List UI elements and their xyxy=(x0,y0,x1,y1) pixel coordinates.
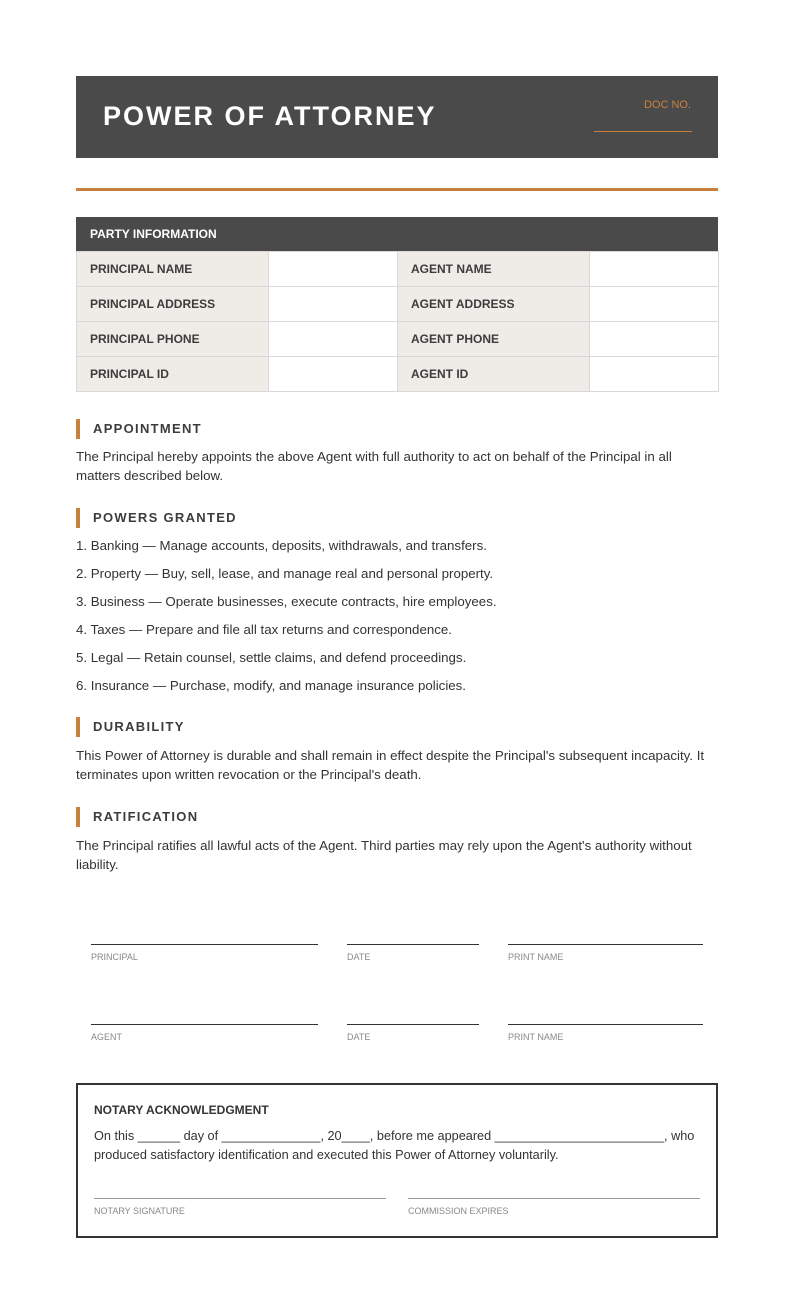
powers-granted-heading: POWERS GRANTED xyxy=(76,508,237,528)
notary-text: On this ______ day of ______________, 20____, before me appeared ________________________, who produced satisfactory identification and executed this Power of Attorney voluntarily. xyxy=(94,1129,695,1162)
commission-expires-label: COMMISSION EXPIRES xyxy=(408,1206,509,1216)
power-item-business: 3. Business — Operate businesses, execute contracts, hire employees. xyxy=(76,594,497,609)
principal-id-label: PRINCIPAL ID xyxy=(77,357,269,392)
principal-address-label: PRINCIPAL ADDRESS xyxy=(77,287,269,322)
principal-phone-label: PRINCIPAL PHONE xyxy=(77,322,269,357)
agent-signature-label: AGENT xyxy=(91,1032,123,1042)
agent-date-label: DATE xyxy=(347,1032,371,1042)
notary-signature-label: NOTARY SIGNATURE xyxy=(94,1206,185,1216)
principal-signature-line[interactable] xyxy=(91,944,318,945)
table-row xyxy=(77,287,719,322)
party-information xyxy=(76,217,718,392)
agent-date-line[interactable] xyxy=(347,1024,479,1025)
principal-signature-label: PRINCIPAL xyxy=(91,952,138,962)
ratification-text: The Principal ratifies all lawful acts of the Agent. Third parties may rely upon the Agent's authority without liability. xyxy=(76,838,692,872)
power-item-taxes: 4. Taxes — Prepare and file all tax returns and correspondence. xyxy=(76,622,452,637)
principal-date-line[interactable] xyxy=(347,944,479,945)
table-row xyxy=(77,357,719,392)
agent-name-label: AGENT NAME xyxy=(398,252,590,287)
agent-phone-field[interactable] xyxy=(590,322,719,357)
document-header xyxy=(76,76,718,158)
doc-no-field[interactable] xyxy=(594,131,692,132)
power-item-legal: 5. Legal — Retain counsel, settle claims, and defend proceedings. xyxy=(76,650,467,665)
power-item-property: 2. Property — Buy, sell, lease, and manage real and personal property. xyxy=(76,566,494,581)
principal-name-label: PRINCIPAL NAME xyxy=(77,252,269,287)
notary-heading: NOTARY ACKNOWLEDGMENT xyxy=(94,1103,269,1117)
power-item-insurance: 6. Insurance — Purchase, modify, and manage insurance policies. xyxy=(76,678,467,693)
appointment-heading: APPOINTMENT xyxy=(76,419,202,439)
table-row xyxy=(77,252,719,287)
agent-address-label: AGENT ADDRESS xyxy=(398,287,590,322)
ratification-heading: RATIFICATION xyxy=(76,807,198,827)
agent-name-field[interactable] xyxy=(590,252,719,287)
appointment-text: The Principal hereby appoints the above Agent with full authority to act on behalf of the Principal in all matters described below. xyxy=(76,449,672,483)
principal-address-field[interactable] xyxy=(269,287,398,322)
notary-signature-line[interactable] xyxy=(94,1198,386,1199)
principal-print-name-label: PRINT NAME xyxy=(508,952,564,962)
agent-address-field[interactable] xyxy=(590,287,719,322)
commission-expires-line[interactable] xyxy=(408,1198,700,1199)
principal-date-label: DATE xyxy=(347,952,371,962)
agent-id-field[interactable] xyxy=(590,357,719,392)
agent-print-name-line[interactable] xyxy=(508,1024,703,1025)
principal-print-name-line[interactable] xyxy=(508,944,703,945)
party-table xyxy=(76,251,719,392)
agent-phone-label: AGENT PHONE xyxy=(398,322,590,357)
header-divider xyxy=(76,188,718,191)
durability-text: This Power of Attorney is durable and shall remain in effect despite the Principal's subsequent incapacity. It terminates upon written revocation or the Principal's death. xyxy=(76,748,705,782)
durability-heading: DURABILITY xyxy=(76,717,185,737)
agent-print-name-label: PRINT NAME xyxy=(508,1032,564,1042)
table-row xyxy=(77,322,719,357)
doc-no-label: DOC NO. xyxy=(643,99,691,111)
party-information-heading: PARTY INFORMATION xyxy=(76,217,718,251)
notary-acknowledgment-box xyxy=(76,1083,718,1238)
agent-signature-line[interactable] xyxy=(91,1024,318,1025)
document-title: POWER OF ATTORNEY xyxy=(103,101,437,131)
principal-phone-field[interactable] xyxy=(269,322,398,357)
power-item-banking: 1. Banking — Manage accounts, deposits, withdrawals, and transfers. xyxy=(76,538,487,553)
principal-name-field[interactable] xyxy=(269,252,398,287)
agent-id-label: AGENT ID xyxy=(398,357,590,392)
principal-id-field[interactable] xyxy=(269,357,398,392)
